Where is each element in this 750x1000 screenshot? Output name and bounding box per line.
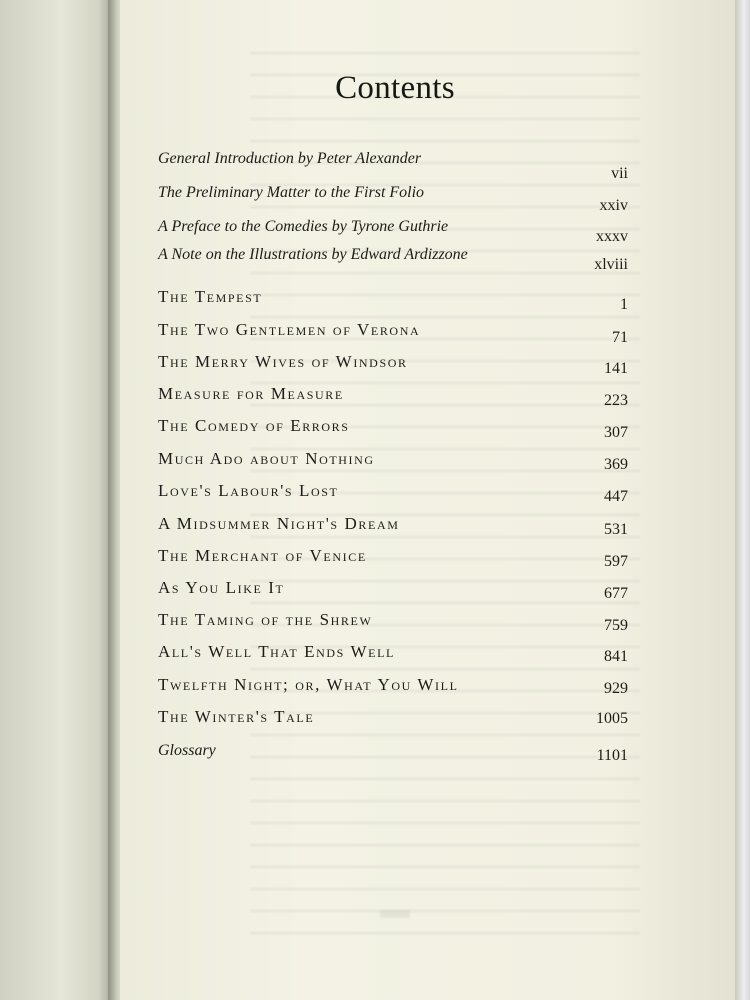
page-title: Contents xyxy=(335,70,455,106)
toc-page-number: 1 xyxy=(620,296,628,313)
toc-page-number: 841 xyxy=(604,648,628,665)
toc-entry-general-introduction[interactable] xyxy=(158,150,628,182)
toc-entry-label: Love's Labour's Lost xyxy=(158,481,339,500)
toc-entry-label: All's Well That Ends Well xyxy=(158,642,395,661)
toc-page-number: 141 xyxy=(604,360,628,377)
toc-page-number: 447 xyxy=(604,488,628,505)
toc-entry-label: The Winter's Tale xyxy=(158,707,315,726)
toc-page-number: 71 xyxy=(612,329,628,346)
toc-entry-play[interactable] xyxy=(158,449,628,475)
toc-entry-play[interactable] xyxy=(158,384,628,410)
toc-entry-label: A Note on the Illustrations by Edward Ardizzone xyxy=(158,246,468,263)
toc-page-number: 369 xyxy=(604,456,628,473)
toc-entry-label: The Taming of the Shrew xyxy=(158,610,373,629)
toc-entry-preliminary-matter[interactable] xyxy=(158,184,628,214)
toc-page-number: 1101 xyxy=(596,747,628,764)
left-page xyxy=(0,0,112,1000)
toc-page-number: 759 xyxy=(604,617,628,634)
toc-entry-label: The Merchant of Venice xyxy=(158,546,367,565)
toc-entry-play[interactable] xyxy=(158,707,628,733)
toc-entry-preface-comedies[interactable] xyxy=(158,218,628,244)
toc-page-number: 677 xyxy=(604,585,628,602)
toc-page-number: 1005 xyxy=(596,710,628,727)
toc-entry-label: The Two Gentlemen of Verona xyxy=(158,320,421,339)
toc-page-number: 597 xyxy=(604,553,628,570)
page-edge xyxy=(735,0,750,1000)
toc-entry-play[interactable] xyxy=(158,514,628,540)
toc-page-number: xlviii xyxy=(594,256,628,273)
toc-entry-play[interactable] xyxy=(158,481,628,507)
toc-page-number: xxxv xyxy=(596,228,628,245)
toc-entry-play[interactable] xyxy=(158,675,628,701)
toc-entry-label: General Introduction by Peter Alexander xyxy=(158,150,422,167)
toc-entry-label: Measure for Measure xyxy=(158,384,344,403)
toc-entry-label: Glossary xyxy=(158,742,216,759)
toc-page-number: 531 xyxy=(604,521,628,538)
toc-entry-label: Much Ado about Nothing xyxy=(158,449,375,468)
toc-entry-label: The Comedy of Errors xyxy=(158,416,350,435)
toc-entry-label: As You Like It xyxy=(158,578,285,597)
toc-entry-note-illustrations[interactable] xyxy=(158,246,628,272)
toc-page-number: 929 xyxy=(604,680,628,697)
toc-entry-play[interactable] xyxy=(158,352,628,378)
toc-entry-play[interactable] xyxy=(158,320,628,346)
toc-page-number: 307 xyxy=(604,424,628,441)
toc-entry-label: The Tempest xyxy=(158,287,263,306)
toc-entry-label: The Merry Wives of Windsor xyxy=(158,352,408,371)
toc-page-number: 223 xyxy=(604,392,628,409)
toc-entry-label: A Midsummer Night's Dream xyxy=(158,514,400,533)
toc-page-number: xxiv xyxy=(599,197,628,214)
table-of-contents xyxy=(158,0,630,1000)
toc-entry-play[interactable] xyxy=(158,416,628,442)
toc-entry-label: A Preface to the Comedies by Tyrone Guthrie xyxy=(158,218,449,235)
toc-entry-play[interactable] xyxy=(158,642,628,668)
toc-entry-label: The Preliminary Matter to the First Folio xyxy=(158,184,425,201)
toc-entry-label: Twelfth Night; or, What You Will xyxy=(158,675,459,694)
toc-entry-glossary[interactable] xyxy=(158,742,628,768)
toc-entry-play[interactable] xyxy=(158,287,628,313)
toc-entry-play[interactable] xyxy=(158,546,628,572)
toc-page-number: vii xyxy=(611,165,628,182)
toc-entry-play[interactable] xyxy=(158,578,628,604)
toc-entry-play[interactable] xyxy=(158,610,628,636)
